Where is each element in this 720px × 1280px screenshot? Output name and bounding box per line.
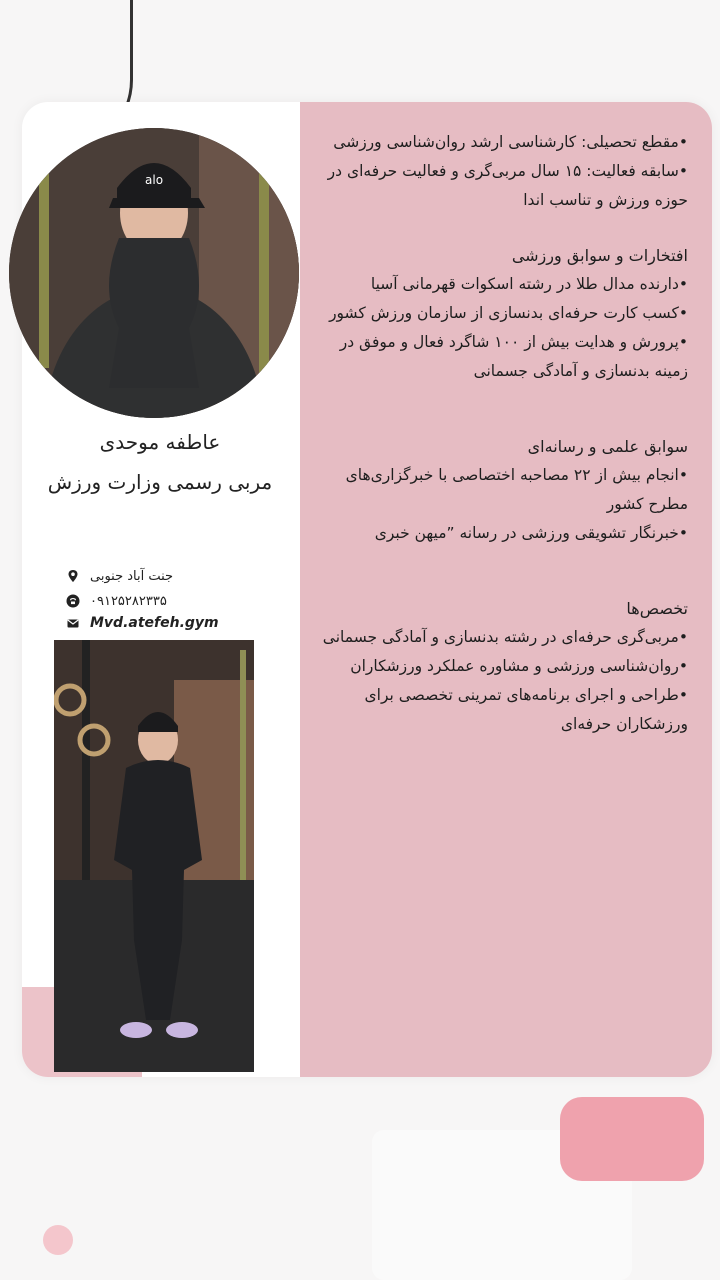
- honors-heading: افتخارات و سوابق ورزشی: [511, 246, 688, 265]
- experience-line: •سابقه فعالیت: ۱۵ سال مربی‌گری و فعالیت حرفه‌ای در حوزه ورزش و تناسب اندا: [327, 162, 688, 209]
- full-body-photo: [54, 640, 254, 1072]
- profile-photo: [9, 128, 299, 418]
- skills-heading: تخصص‌ها: [626, 599, 688, 618]
- bio-text: [318, 128, 688, 739]
- honor-item: •دارنده مدال طلا در رشته اسکوات قهرمانی آسیا: [370, 275, 688, 293]
- phone-icon: [66, 594, 80, 608]
- phone-number[interactable]: ۰۹۱۲۵۲۸۲۳۳۵: [90, 593, 167, 609]
- decorative-dot: [43, 1225, 73, 1255]
- media-heading: سوابق علمی و رسانه‌ای: [527, 437, 688, 456]
- decorative-button[interactable]: [560, 1097, 704, 1181]
- honor-item: •کسب کارت حرفه‌ای بدنسازی از سازمان ورزش کشور: [329, 304, 688, 322]
- mail-icon: [66, 616, 80, 630]
- phone-row[interactable]: [66, 590, 256, 612]
- education-line: •مقطع تحصیلی: کارشناسی ارشد روان‌شناسی ورزشی: [333, 133, 688, 151]
- media-item: •انجام بیش از ۲۲ مصاحبه اختصاصی با خبرگزاری‌های مطرح کشور: [345, 466, 688, 513]
- cap-logo: alo: [145, 173, 164, 187]
- instagram-row[interactable]: [66, 612, 256, 634]
- person-name: عاطفه موحدی: [99, 430, 221, 454]
- skill-item: •مربی‌گری حرفه‌ای در رشته بدنسازی و آمادگی جسمانی: [322, 628, 688, 646]
- instagram-handle[interactable]: Mvd.atefeh.gym: [90, 615, 219, 631]
- skill-item: •روان‌شناسی ورزشی و مشاوره عملکرد ورزشکاران: [350, 657, 688, 675]
- full-body-photo-illustration: [54, 640, 254, 1072]
- address-text: جنت آباد جنوبی: [90, 568, 174, 584]
- honor-item: •پرورش و هدایت بیش از ۱۰۰ شاگرد فعال و موفق در زمینه بدنسازی و آمادگی جسمانی: [339, 333, 688, 380]
- skill-item: •طراحی و اجرای برنامه‌های تمرینی تخصصی برای ورزشکاران حرفه‌ای: [364, 686, 688, 733]
- person-title: مربی رسمی وزارت ورزش: [47, 470, 273, 494]
- profile-photo-illustration: [9, 128, 299, 418]
- location-pin-icon: [66, 569, 80, 583]
- address-row: [66, 565, 256, 587]
- media-item: •خبرنگار تشویقی ورزشی در رسانه ”میهن خبری: [374, 524, 688, 542]
